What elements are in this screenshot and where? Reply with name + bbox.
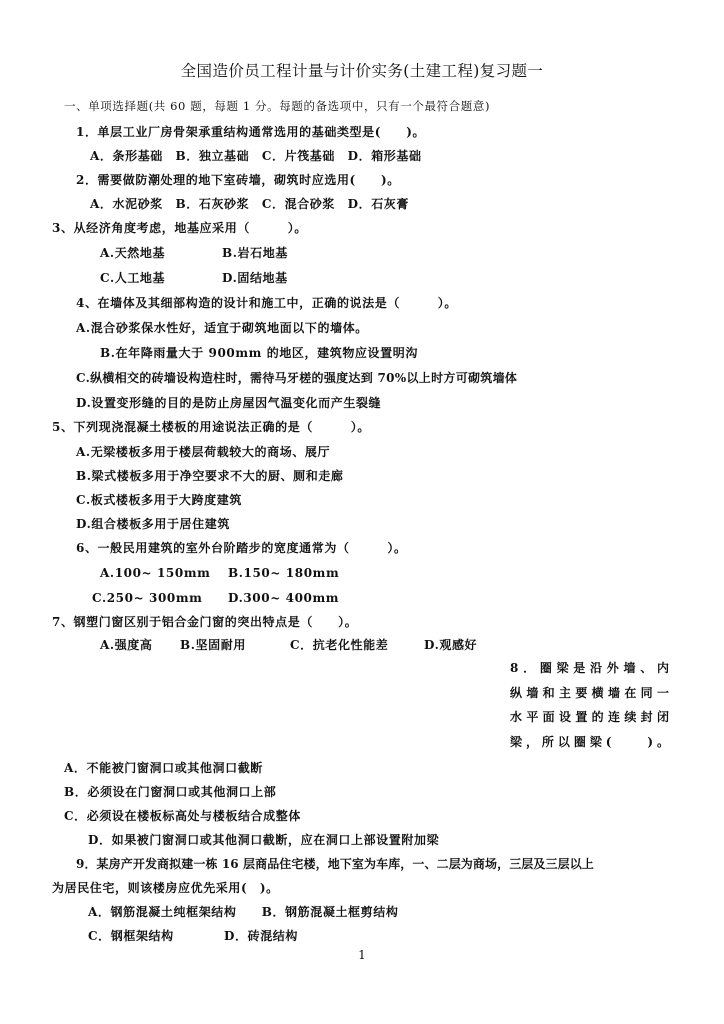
question-9-options-ab: A．钢筋混凝土纯框架结构 B．钢筋混凝土框剪结构 [88,905,399,919]
question-5-option-a: A.无梁楼板多用于楼层荷载较大的商场、展厅 [76,445,331,459]
question-7-stem: 7、钢塑门窗区别于铝合金门窗的突出特点是（ ）。 [52,615,358,629]
question-7-option-a: A.强度高 [100,638,153,652]
question-4-stem: 4、在墙体及其细部构造的设计和施工中，正确的说法是（ ）。 [76,296,457,310]
question-8-option-d: D．如果被门窗洞口或其他洞口截断，应在洞口上部设置附加梁 [88,833,440,847]
question-9-stem-line1: 9．某房产开发商拟建一栋 16 层商品住宅楼，地下室为车库，一、二层为商场，三层及三层以上 [76,857,594,871]
question-2-options: A．水泥砂浆 B．石灰砂浆 C．混合砂浆 D．石灰膏 [90,197,410,211]
question-3-option-a: A.天然地基 [100,246,166,260]
question-8-stem-line4: 梁，所以圈梁( )。 [510,735,670,750]
question-4-option-d: D.设置变形缝的目的是防止房屋因气温变化而产生裂缝 [76,396,382,410]
question-4-option-b: B.在年降雨量大于 900mm 的地区，建筑物应设置明沟 [100,346,418,360]
question-6-option-d: D.300~ 400mm [228,591,340,605]
question-8-stem-line2: 纵墙和主要横墙在同一 [510,685,670,700]
question-5-stem: 5、下列现浇混凝土楼板的用途说法正确的是（ ）。 [52,420,370,434]
question-5-option-b: B.梁式楼板多用于净空要求不大的厨、厕和走廊 [76,469,344,483]
question-8-stem-line1: 8．圈梁是沿外墙、内 [510,661,670,675]
question-5-option-c: C.板式楼板多用于大跨度建筑 [76,493,242,507]
question-3-stem: 3、从经济角度考虑，地基应采用（ ）。 [52,221,307,235]
question-3-option-d: D.固结地基 [222,271,288,285]
page-number: 1 [358,948,366,962]
question-6-option-b: B.150~ 180mm [228,566,340,580]
question-6-stem: 6、一般民用建筑的室外台阶踏步的宽度通常为（ ）。 [76,541,407,555]
document-title: 全国造价员工程计量与计价实务(土建工程)复习题一 [180,62,544,80]
question-7-option-b: B.坚固耐用 [180,638,246,652]
question-7-option-c: C．抗老化性能差 [290,638,389,652]
question-9-option-c: C．钢框架结构 [88,929,174,943]
question-2-stem: 2．需要做防潮处理的地下室砖墙，砌筑时应选用( )。 [76,173,400,187]
question-6-option-a: A.100~ 150mm [100,566,211,580]
question-8-option-b: B．必须设在门窗洞口或其他洞口上部 [64,785,277,799]
question-8-option-c: C．必须设在楼板标高处与楼板结合成整体 [64,809,301,823]
question-1-options: A．条形基础 B．独立基础 C．片筏基础 D．箱形基础 [90,149,422,163]
question-3-option-c: C.人工地基 [100,271,166,285]
question-8-option-a: A．不能被门窗洞口或其他洞口截断 [64,761,263,775]
question-7-option-d: D.观感好 [424,638,478,652]
question-9-option-d: D．砖混结构 [224,929,299,943]
question-8-stem [510,656,670,755]
question-6-option-c: C.250~ 300mm [92,591,203,605]
question-5-option-d: D.组合楼板多用于居住建筑 [76,517,230,531]
question-3-option-b: B.岩石地基 [222,246,288,260]
question-4-option-a: A.混合砂浆保水性好，适宜于砌筑地面以下的墙体。 [76,321,368,335]
question-8-stem-line3: 水平面设置的连续封闭 [510,710,670,725]
section-heading: 一、单项选择题(共 60 题，每题 1 分。每题的备选项中，只有一个最符合题意) [64,99,491,113]
question-4-option-c: C.纵横相交的砖墙设构造柱时，需待马牙槎的强度达到 70%以上时方可砌筑墙体 [76,371,518,385]
question-9-stem-line2: 为居民住宅，则该楼房应优先采用( )。 [52,881,279,895]
question-1-stem: 1．单层工业厂房骨架承重结构通常选用的基础类型是( )。 [76,125,426,139]
